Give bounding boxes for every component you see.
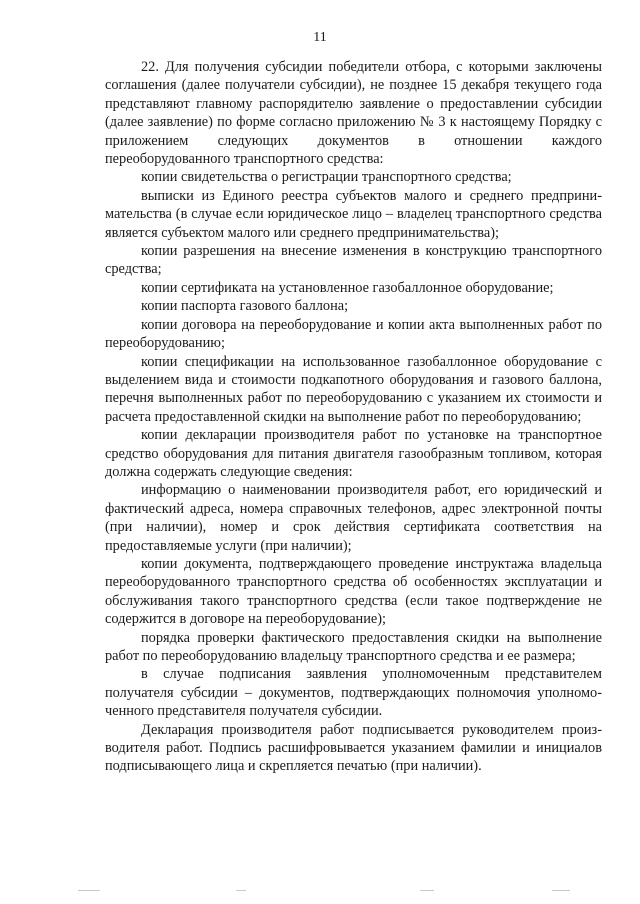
scan-mark — [236, 890, 246, 891]
paragraph-installer-information: информацию о наименовании производителя работ, его юридический и фактический адреса, номера справочных телефонов, адрес электронной почты (при наличии), номер и срок действия сертификата соответствия на предоставляемые услуги (при наличии); — [105, 482, 602, 554]
paragraph-design-change-permit: копии разрешения на внесение изменения в конструкцию транспортного средства; — [105, 243, 602, 278]
page-number: 11 — [313, 30, 327, 45]
scan-mark — [420, 890, 434, 891]
paragraph-declaration-signing: Декларация производителя работ подписывается руководителем производителя работ. Подпись расшифровывается указанием фамилии и инициалов подписывающего лица и скрепляется печатью (при наличии). — [105, 721, 602, 775]
paragraph-registration-certificate: копии свидетельства о регистрации транспортного средства; — [141, 169, 512, 186]
scan-edge-marks — [0, 890, 640, 896]
document-body — [105, 58, 602, 776]
paragraph-equipment-specification: копии спецификации на использованное газобаллонное оборудование с выделением вида и стоимости подкапотного оборудования и газового баллона, перечня выполненных работ по переоборудованию с указанием их стоимости и расчета предоставленной скидки на выполнение работ по переоборудованию; — [105, 353, 602, 425]
paragraph-instruction-document: копии документа, подтверждающего проведение инструктажа владельца переоборудованного транспортного средства об особенностях эксплуатации и обслуживания такого транспортного средства (если такое подтверждение не содержится в договоре на переоборудование); — [105, 555, 602, 628]
paragraph-cylinder-passport: копии паспорта газового баллона; — [141, 298, 349, 315]
paragraph-business-registry-extract: выписки из Единого реестра субъектов малого и среднего предпринимательства (в случае если юридическое лицо – владелец транспортного средства является субъектом малого или среднего предпринимательства); — [105, 187, 602, 241]
paragraph-item-22: 22. Для получения субсидии победители отбора, с которыми заключены соглашения (далее получатели субсидии), не позднее 15 декабря текущего года представляют главному распорядителю заявление о предоставлении субсидии (далее заявление) по форме согласно приложению № 3 к настоящему Порядку с приложением следующих документов в отношении каждого переоборудованного транспортного средства: — [105, 59, 602, 168]
paragraph-equipment-certificate: копии сертификата на установленное газобаллонное оборудование; — [141, 279, 554, 296]
paragraph-contract-and-act: копии договора на переоборудование и копии акта выполненных работ по переоборудованию; — [105, 316, 602, 352]
scan-mark — [552, 890, 570, 891]
paragraph-representative-authority: в случае подписания заявления уполномоченным представителем получателя субсидии – документов, подтверждающих полномочия уполномоченного представителя получателя субсидии. — [105, 666, 602, 720]
scan-mark — [78, 890, 100, 891]
paragraph-discount-verification: порядка проверки фактического предоставления скидки на выполнение работ по переоборудованию владельцу транспортного средства и ее размера; — [105, 629, 602, 664]
paragraph-installer-declaration: копии декларации производителя работ по установке на транспортное средство оборудования для питания двигателя газообразным топливом, которая должна содержать следующие сведения: — [105, 427, 602, 480]
